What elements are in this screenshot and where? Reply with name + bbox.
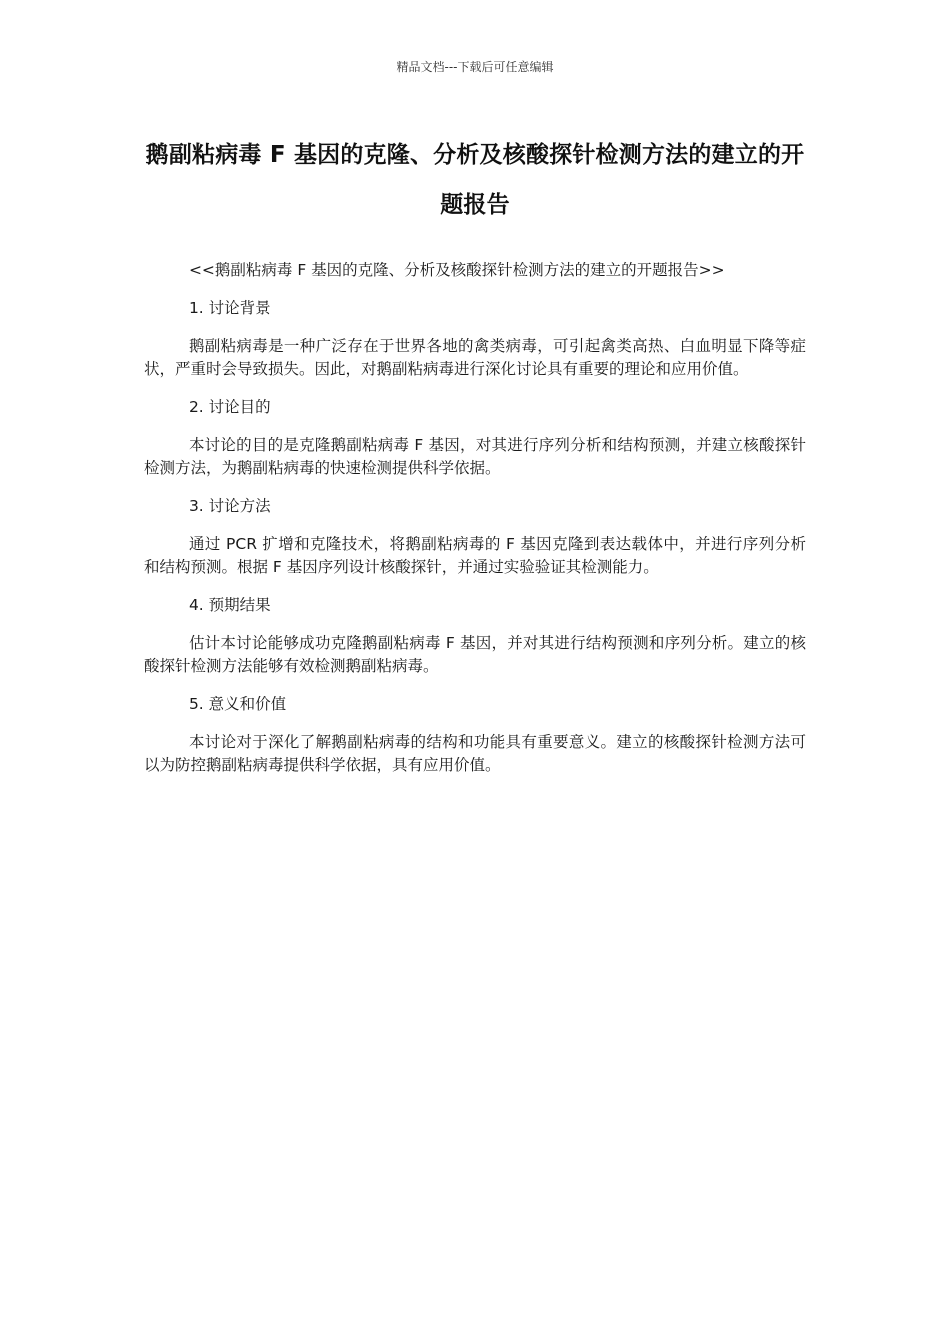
section-body-significance: 本讨论对于深化了解鹅副粘病毒的结构和功能具有重要意义。建立的核酸探针检测方法可以为防控鹅副粘病毒提供科学依据，具有应用价值。 xyxy=(144,733,806,774)
section-body-background: 鹅副粘病毒是一种广泛存在于世界各地的禽类病毒，可引起禽类高热、白血明显下降等症状，严重时会导致损失。因此，对鹅副粘病毒进行深化讨论具有重要的理论和应用价值。 xyxy=(144,337,806,378)
document-body xyxy=(144,259,806,792)
section-heading-significance: 5. 意义和价值 xyxy=(188,695,287,713)
document-title: 鹅副粘病毒 F 基因的克隆、分析及核酸探针检测方法的建立的开题报告 xyxy=(145,142,805,218)
section-heading-background: 1. 讨论背景 xyxy=(188,299,271,317)
section-heading-purpose: 2. 讨论目的 xyxy=(188,398,271,416)
header-note: 精品文档---下载后可任意编辑 xyxy=(396,60,554,74)
section-body-expected-results: 估计本讨论能够成功克隆鹅副粘病毒 F 基因，并对其进行结构预测和序列分析。建立的核酸探针检测方法能够有效检测鹅副粘病毒。 xyxy=(144,634,806,675)
report-subtitle: <<鹅副粘病毒 F 基因的克隆、分析及核酸探针检测方法的建立的开题报告>> xyxy=(188,261,725,279)
section-heading-methods: 3. 讨论方法 xyxy=(188,497,271,515)
section-body-purpose: 本讨论的目的是克隆鹅副粘病毒 F 基因，对其进行序列分析和结构预测，并建立核酸探针检测方法，为鹅副粘病毒的快速检测提供科学依据。 xyxy=(144,436,806,477)
section-heading-expected-results: 4. 预期结果 xyxy=(188,596,271,614)
section-body-methods: 通过 PCR 扩增和克隆技术，将鹅副粘病毒的 F 基因克隆到表达载体中，并进行序列分析和结构预测。根据 F 基因序列设计核酸探针，并通过实验验证其检测能力。 xyxy=(144,535,806,576)
